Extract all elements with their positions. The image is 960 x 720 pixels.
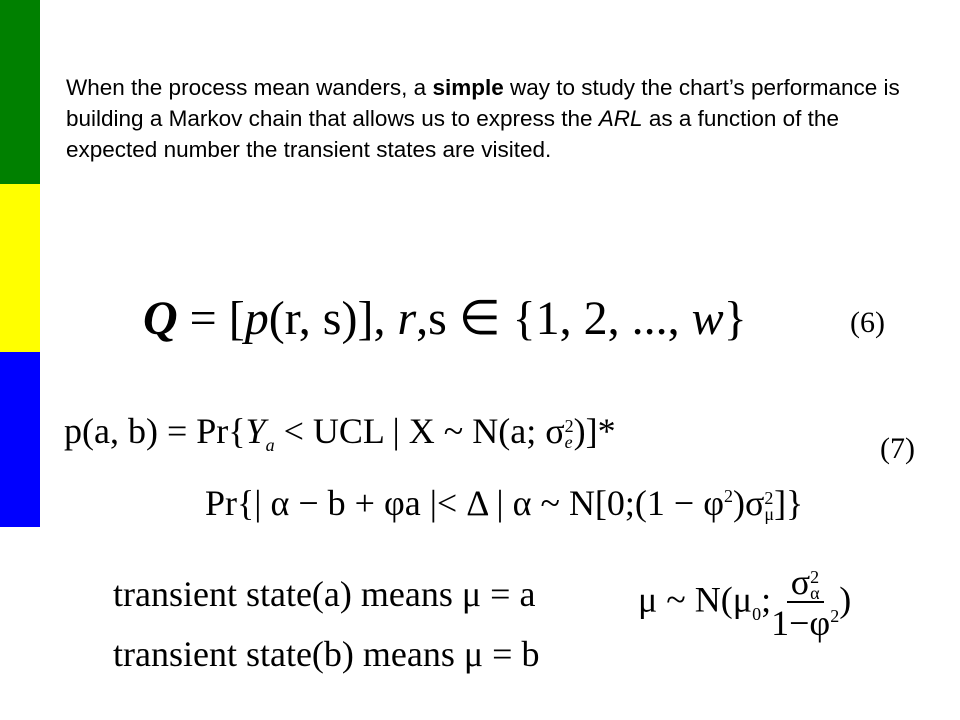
eq7-sigma-scripts xyxy=(564,416,574,452)
dist-sub: 0 xyxy=(752,603,762,624)
eq7-ucl: < UCL | X ~ N(a; σ xyxy=(274,411,565,451)
eq6-close: ], xyxy=(357,292,398,345)
eq7-mu-scripts xyxy=(764,488,775,524)
eq6-lhs: Q xyxy=(143,292,178,345)
eq7-number: (7) xyxy=(880,432,915,465)
eq7-phi-sup: 2 xyxy=(724,486,733,506)
frac-num-sup: 2 xyxy=(810,567,820,588)
eq7-line2-end: ]} xyxy=(774,483,804,523)
eq7-y-sub: a xyxy=(265,435,275,456)
intro-emphasis-simple: simple xyxy=(432,75,504,100)
eq6-comma-s: ,s xyxy=(416,292,447,345)
frac-den-sup: 2 xyxy=(830,606,840,627)
intro-term-arl: ARL xyxy=(598,106,643,131)
intro-text-3: as a function of the expected number the transient states are visited. xyxy=(66,106,839,162)
eq6-member: ∈ {1, 2, ..., xyxy=(446,292,692,345)
eq6-func: p xyxy=(244,292,269,345)
eq7-line1-start: p(a, b) = Pr{ xyxy=(64,411,246,451)
frac-num-sub: α xyxy=(810,582,820,603)
eq6-open: = [ xyxy=(177,292,245,345)
eq7-line1-end: )]* xyxy=(573,411,616,451)
intro-text-2: way to study the chart’s performance is building a Markov chain that allows us to express the xyxy=(66,75,900,131)
sidebar-band-green xyxy=(0,0,40,184)
eq7-mu-sub: μ xyxy=(764,503,775,524)
sidebar-band-blue xyxy=(0,352,40,527)
eq7-sigma-sub: e xyxy=(564,431,573,452)
sidebar-band-yellow xyxy=(0,184,40,352)
equation-7-line-2 xyxy=(205,482,803,524)
definition-a: transient state(a) means μ = a xyxy=(113,574,536,614)
definition-b: transient state(b) means μ = b xyxy=(113,634,540,674)
frac-num: σ xyxy=(790,562,811,602)
eq7-mu-sup: 2 xyxy=(764,488,774,509)
equation-7-line-1 xyxy=(64,410,616,456)
eq6-brace-close: } xyxy=(723,292,747,345)
eq7-line2-start: Pr{| α − b + φa |< Δ | α ~ N[0;(1 − φ xyxy=(205,483,724,523)
eq6-w: w xyxy=(691,292,724,345)
equation-6 xyxy=(143,290,747,346)
intro-text-1: When the process mean wanders, a xyxy=(66,75,433,100)
frac-den: 1−φ xyxy=(771,603,831,644)
eq6-vars: r xyxy=(397,292,417,345)
eq6-number: (6) xyxy=(850,306,885,339)
intro-paragraph xyxy=(66,72,916,165)
dist-end: ) xyxy=(839,579,852,620)
mu-distribution xyxy=(638,564,851,643)
dist-start: μ ~ N(μ xyxy=(638,579,753,620)
dist-sep: ; xyxy=(761,579,772,620)
dist-fraction xyxy=(771,564,839,643)
eq7-sigma-sup: 2 xyxy=(564,416,574,437)
eq7-line2-mid: )σ xyxy=(733,483,765,523)
eq7-y: Y xyxy=(245,411,266,451)
eq6-args: (r, s) xyxy=(268,292,358,345)
